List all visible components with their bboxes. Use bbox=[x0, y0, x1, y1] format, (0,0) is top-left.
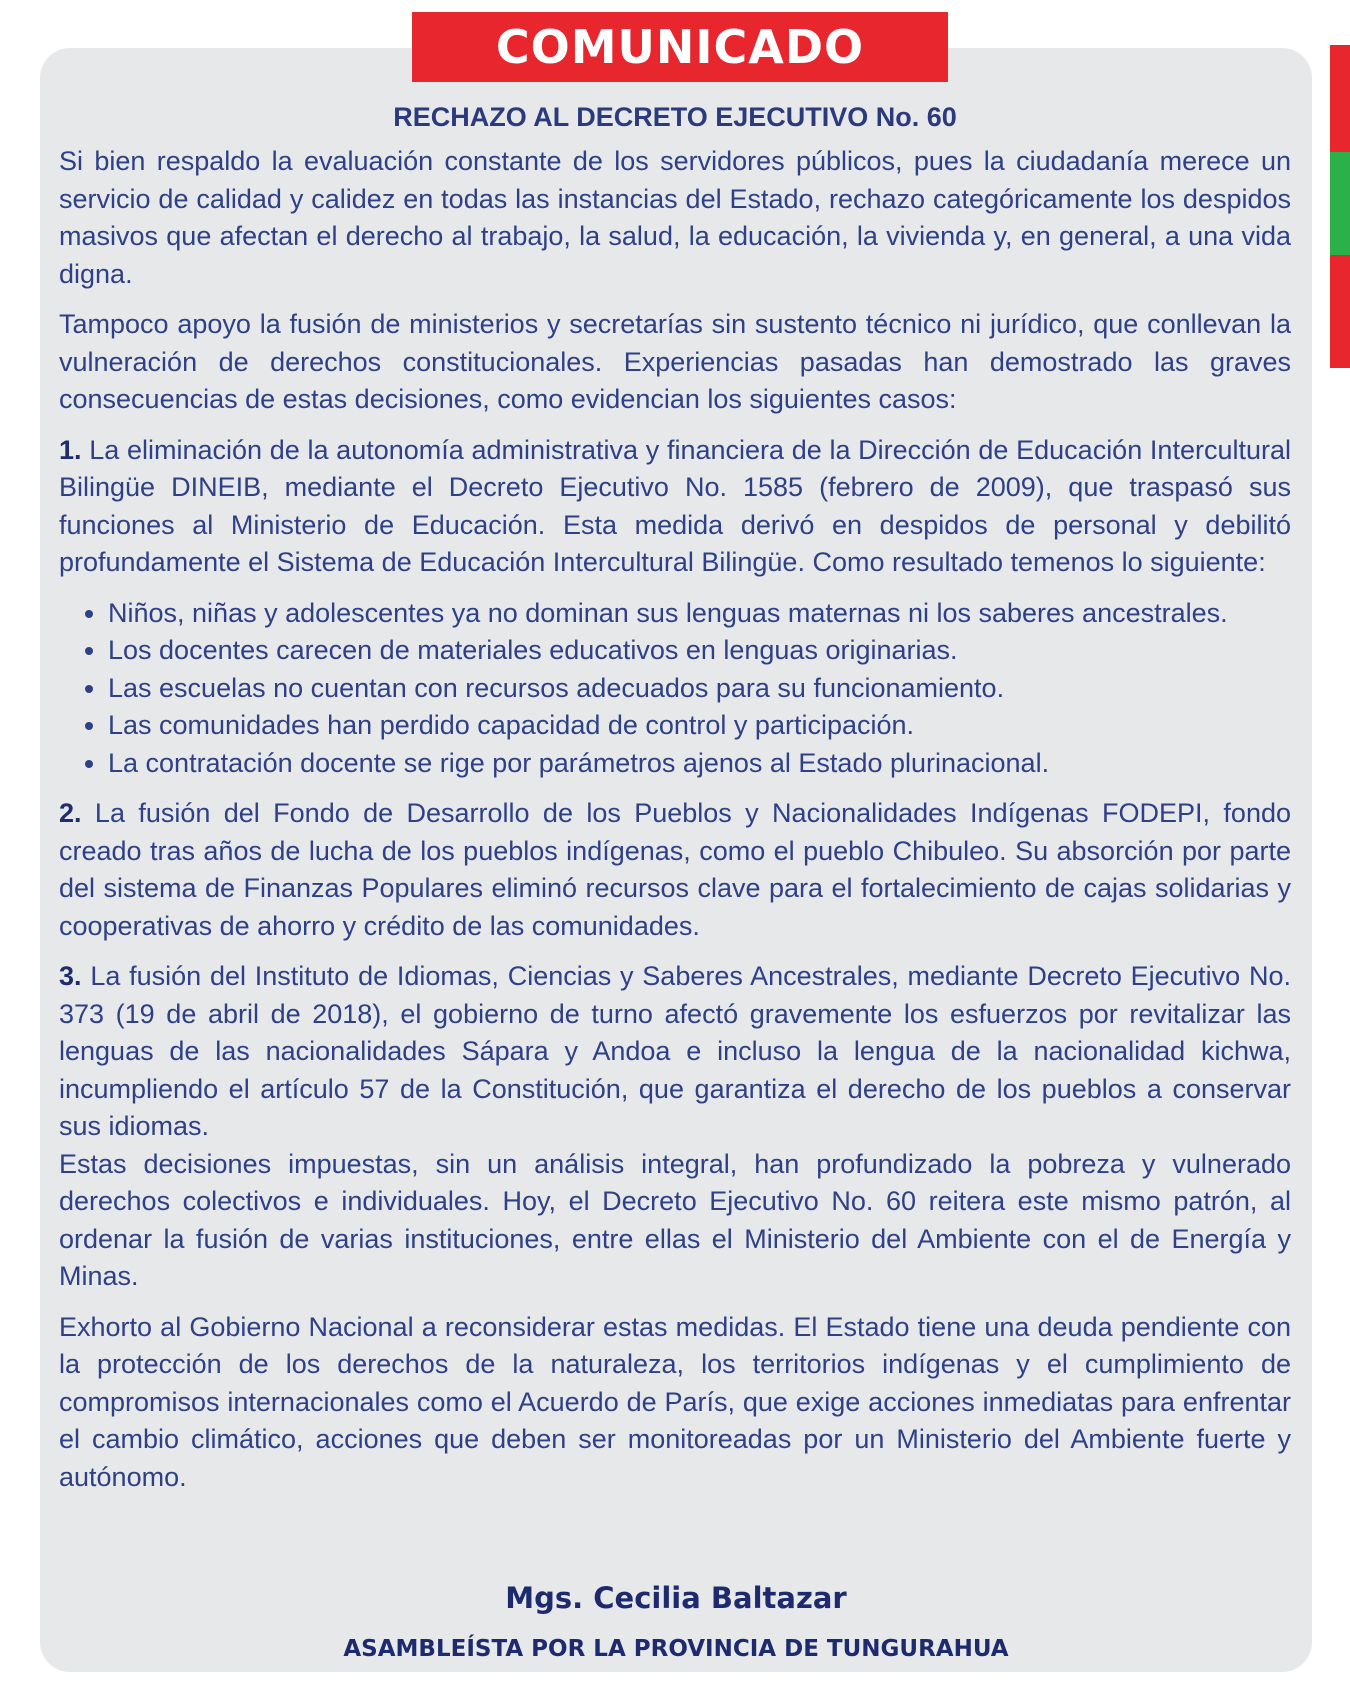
side-stripe-red-top bbox=[1330, 45, 1350, 152]
case-2-number: 2. bbox=[59, 798, 82, 828]
case-3-number: 3. bbox=[59, 961, 82, 991]
list-item: • La contratación docente se rige por parámetros ajenos al Estado plurinacional. bbox=[108, 745, 1291, 783]
case-3-text: La fusión del Instituto de Idiomas, Ciencias y Saberes Ancestrales, mediante Decreto Ejecutivo No. 373 (19 de abril de 2018), el gobierno de turno afectó gravemente los esfuerzos por revitalizar las lenguas de las nacionalidades Sápara y Andoa e incluso la lengua de la nacionalidad kichwa, incumpliendo el artículo 57 de la Constitución, que garantiza el derecho de los pueblos a conservar sus idiomas. bbox=[59, 961, 1291, 1141]
case-2-text: La fusión del Fondo de Desarrollo de los Pueblos y Nacionalidades Indígenas FODEPI, fondo creado tras años de lucha de los pueblos indígenas, como el pueblo Chibuleo. Su absorción por parte del sistema de Finanzas Populares eliminó recursos clave para el fortalecimiento de cajas solidarias y cooperativas de ahorro y crédito de las comunidades. bbox=[59, 798, 1291, 941]
signature-name: Mgs. Cecilia Baltazar bbox=[505, 1581, 847, 1615]
list-item: • Niños, niñas y adolescentes ya no dominan sus lenguas maternas ni los saberes ancestrales. bbox=[108, 595, 1291, 633]
list-item: • Los docentes carecen de materiales educativos en lenguas originarias. bbox=[108, 632, 1291, 670]
paragraph-fusion: Tampoco apoyo la fusión de ministerios y secretarías sin sustento técnico ni jurídico, que conllevan la vulneración de derechos constitucionales. Experiencias pasadas han demostrado las graves consecuencias de estas decisiones, como evidencian los siguientes casos: bbox=[59, 309, 1291, 414]
document-body bbox=[59, 97, 1291, 1509]
list-item: • Las comunidades han perdido capacidad de control y participación. bbox=[108, 707, 1291, 745]
case-1 bbox=[59, 432, 1291, 582]
case-1-number: 1. bbox=[59, 434, 82, 465]
signature-role: ASAMBLEÍSTA POR LA PROVINCIA DE TUNGURAHUA bbox=[343, 1636, 1009, 1662]
case-3 bbox=[59, 958, 1291, 1146]
case-1-consequences-list bbox=[59, 595, 1291, 783]
case-1-text: La eliminación de la autonomía administrativa y financiera de la Dirección de Educación Intercultural Bilingüe DINEIB, mediante el Decreto Ejecutivo No. 1585 (febrero de 2009), que traspasó sus funciones al Ministerio de Educación. Esta medida derivó en despidos de personal y debilitó profundamente el Sistema de Educación Intercultural Bilingüe. Como resultado temenos lo siguiente: bbox=[59, 434, 1291, 577]
list-item: • Las escuelas no cuentan con recursos adecuados para su funcionamiento. bbox=[108, 670, 1291, 708]
document-subtitle: RECHAZO AL DECRETO EJECUTIVO No. 60 bbox=[393, 102, 957, 132]
paragraph-exhort: Exhorto al Gobierno Nacional a reconsiderar estas medidas. El Estado tiene una deuda pendiente con la protección de los derechos de la naturaleza, los territorios indígenas y el cumplimiento de compromisos internacionales como el Acuerdo de París, que exige acciones inmediatas para enfrentar el cambio climático, acciones que deben ser monitoreadas por un Ministerio del Ambiente fuerte y autónomo. bbox=[59, 1311, 1291, 1492]
paragraph-impact: Estas decisiones impuestas, sin un análisis integral, han profundizado la pobreza y vulnerado derechos colectivos e individuales. Hoy, el Decreto Ejecutivo No. 60 reitera este mismo patrón, al ordenar la fusión de varias instituciones, entre ellas el Ministerio del Ambiente con el de Energía y Minas. bbox=[59, 1148, 1291, 1291]
paragraph-intro: Si bien respaldo la evaluación constante de los servidores públicos, pues la ciudadanía merece un servicio de calidad y calidez en todas las instancias del Estado, rechazo categóricamente los despidos masivos que afectan el derecho al trabajo, la salud, la educación, la vivienda y, en general, a una vida digna. bbox=[59, 146, 1291, 289]
side-stripe-red-bottom bbox=[1330, 255, 1350, 368]
comunicado-banner: COMUNICADO bbox=[412, 12, 948, 82]
side-stripe-green bbox=[1330, 152, 1350, 255]
case-2 bbox=[59, 795, 1291, 945]
